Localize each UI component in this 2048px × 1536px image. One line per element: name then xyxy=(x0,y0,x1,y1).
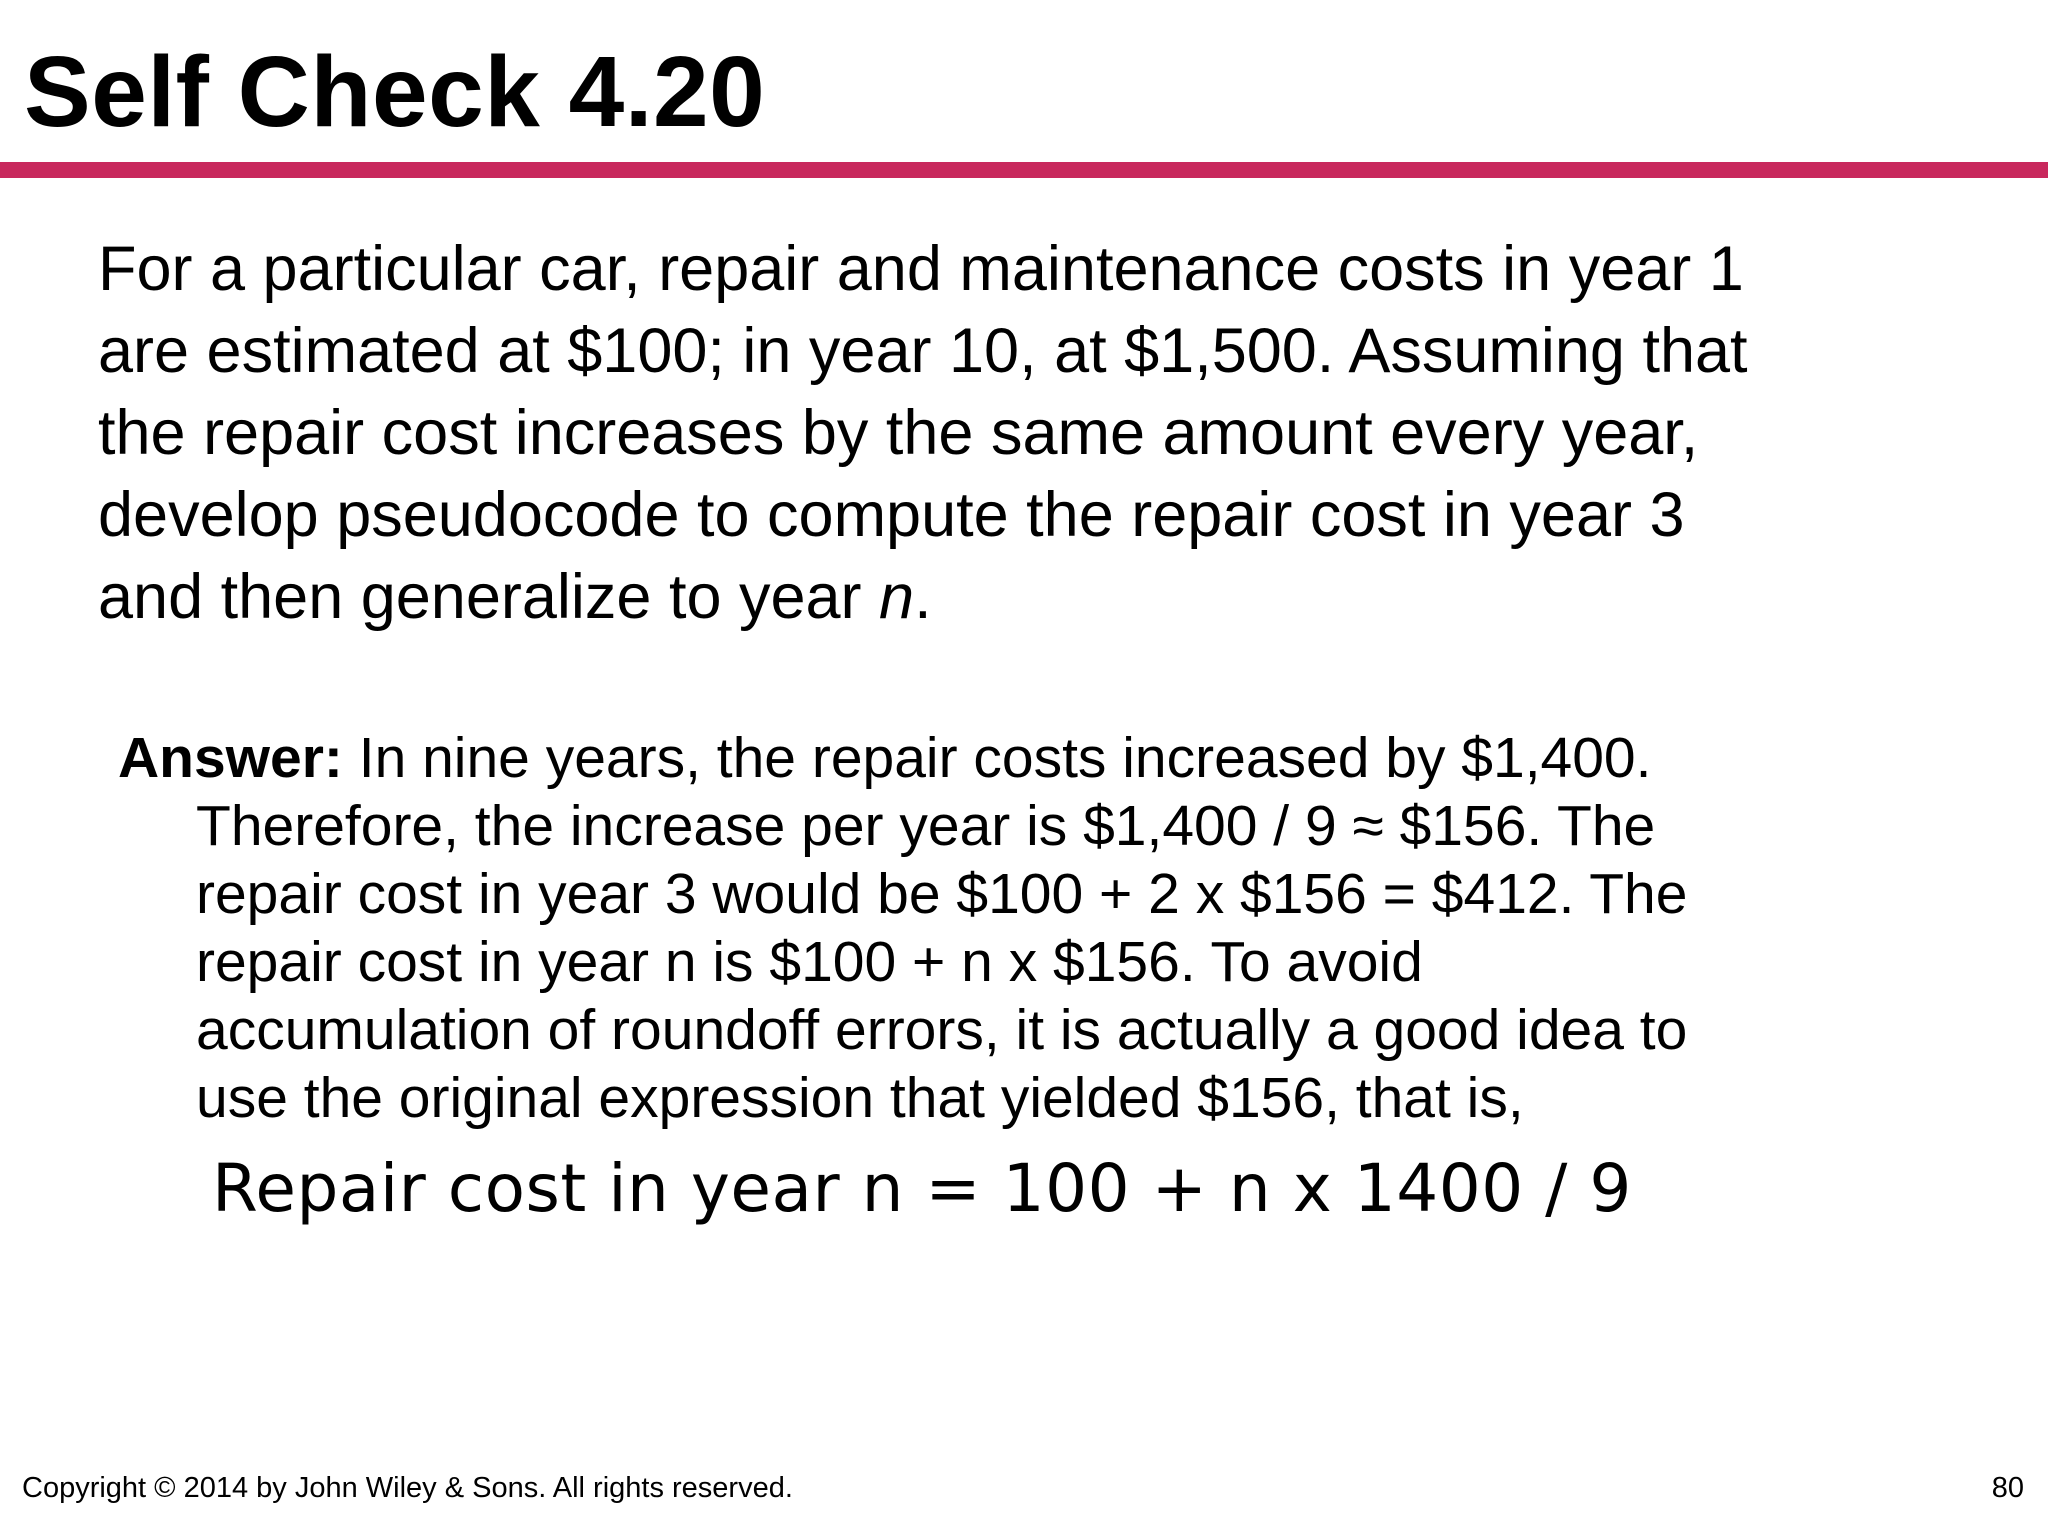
title-divider xyxy=(0,162,2048,178)
answer-line: use the original expression that yielded $156, that is, xyxy=(196,1066,1524,1130)
question-line: the repair cost increases by the same amount every year, xyxy=(98,398,1699,468)
question-variable-n: n xyxy=(879,562,915,632)
answer-line: repair cost in year n is $100 + n x $156. To avoid xyxy=(196,930,1423,994)
answer-label: Answer: xyxy=(118,726,343,790)
answer-line: accumulation of roundoff errors, it is actually a good idea to xyxy=(196,998,1688,1062)
question-line-text: and then generalize to year xyxy=(98,562,880,632)
answer-text xyxy=(118,724,2018,1132)
footer-copyright: Copyright © 2014 by John Wiley & Sons. All rights reserved. xyxy=(22,1472,793,1504)
answer-line: Therefore, the increase per year is $1,400 / 9 ≈ $156. The xyxy=(196,794,1656,858)
question-line xyxy=(98,556,2018,638)
answer-line-text: In nine years, the repair costs increased by $1,400. xyxy=(342,726,1652,790)
page-number: 80 xyxy=(1991,1472,2024,1504)
question-line-end: . xyxy=(914,562,932,632)
question-text xyxy=(98,228,2018,638)
repair-cost-formula: Repair cost in year n = 100 + n x 1400 / 9 xyxy=(212,1150,1632,1227)
question-line: For a particular car, repair and maintenance costs in year 1 xyxy=(98,234,1744,304)
question-line: are estimated at $100; in year 10, at $1,500. Assuming that xyxy=(98,316,1748,386)
answer-line xyxy=(118,724,2018,792)
slide-title: Self Check 4.20 xyxy=(24,36,766,148)
question-line: develop pseudocode to compute the repair cost in year 3 xyxy=(98,480,1685,550)
answer-line: repair cost in year 3 would be $100 + 2 x $156 = $412. The xyxy=(196,862,1688,926)
